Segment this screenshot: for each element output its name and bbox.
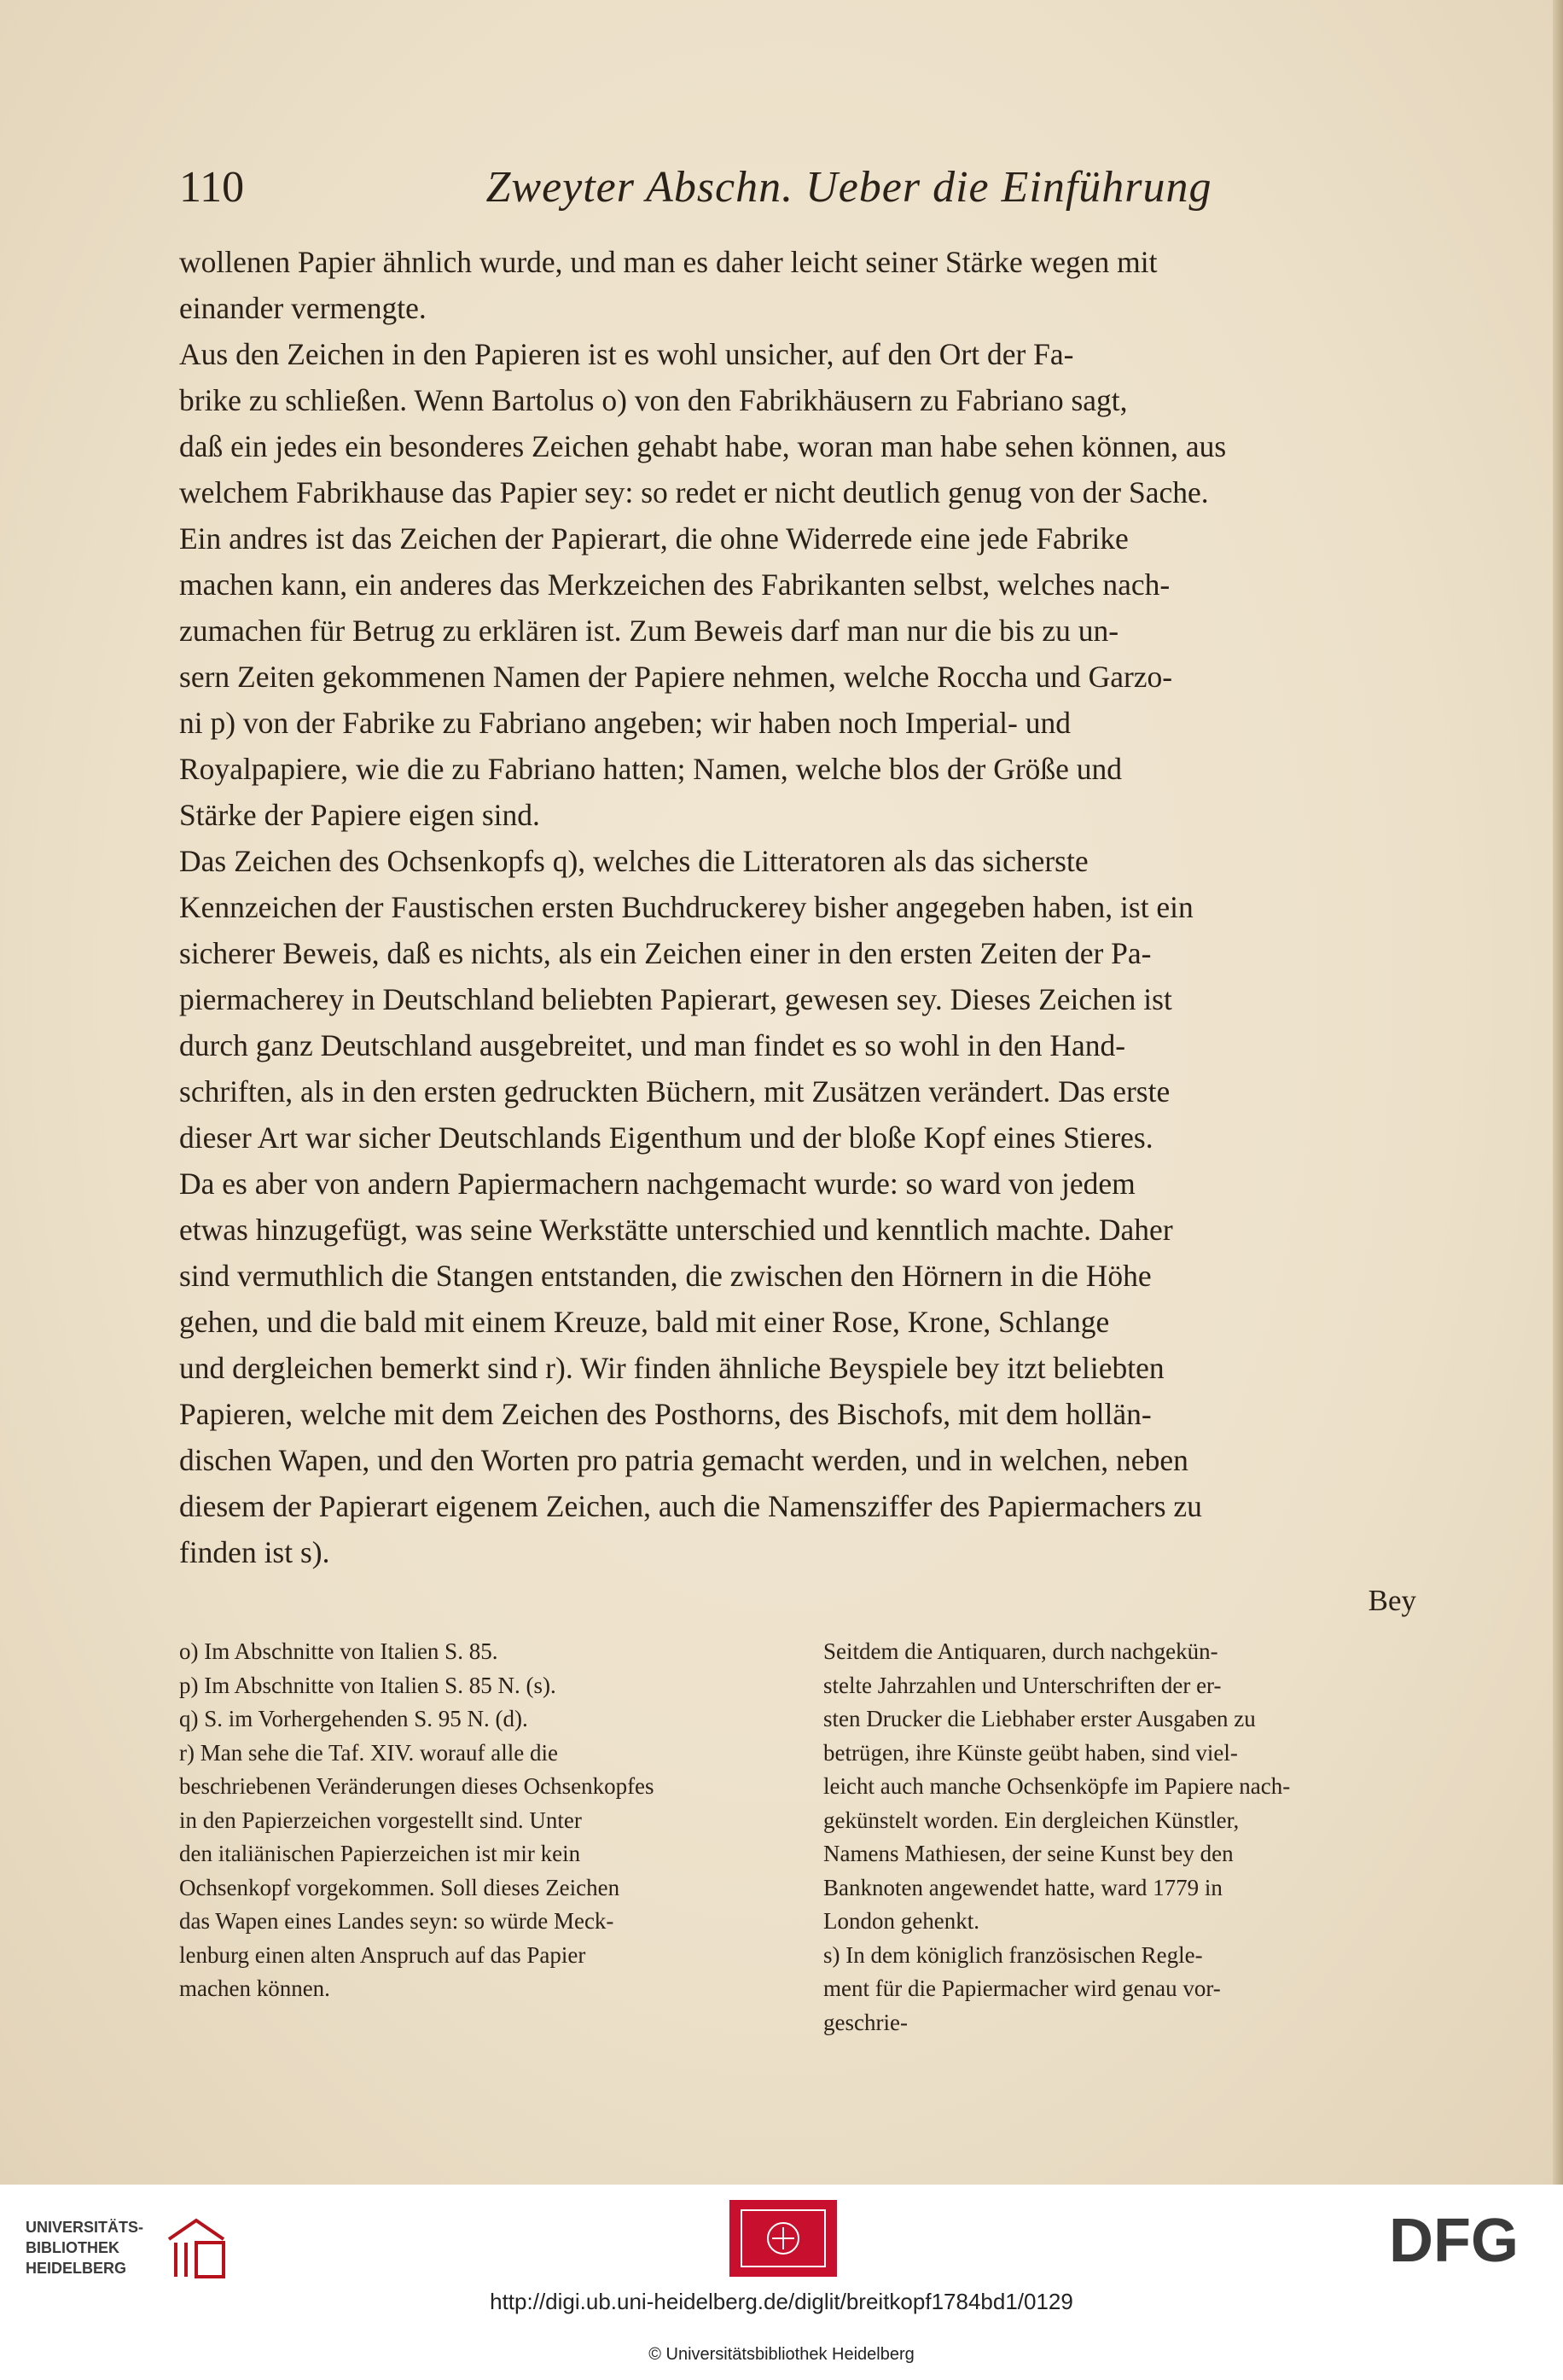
footnotes-left-column: o) Im Abschnitte von Italien S. 85. p) Im Abschnitte von Italien S. 85 N. (s). q) S. im Vorhergehenden S. 95 N. (d). r) Man sehe die Taf. XIV. worauf alle die beschriebenen Veränderungen dieses Ochsenkopfes in den Papierzeichen vorgestellt sind. Unter den italiänischen Papierzeichen ist mir kein Ochsenkopf vorgekommen. Soll dieses Zeichen das Wapen eines Landes seyn: so würde Meck- lenburg einen alten Anspruch auf das Papier machen können.	[179, 1638, 654, 2001]
dfg-logo-icon[interactable]	[1389, 2210, 1538, 2270]
library-logo-line: HEIDELBERG	[26, 2260, 127, 2277]
body-text: wollenen Papier ähnlich wurde, und man es daher leicht seiner Stärke wegen mit einander vermengte. Aus den Zeichen in den Papieren ist es wohl unsicher, auf den Ort der Fa- brike zu schließen. Wenn Bartolus o) von den Fabrikhäusern zu Fabriano sagt, daß ein jedes ein besonderes Zeichen gehabt habe, woran man habe sehen können, aus welchem Fabrikhause das Papier sey: so redet er nicht deutlich genug von der Sache. Ein andres ist das Zeichen der Papierart, die ohne Widerrede eine jede Fabrike machen kann, ein anderes das Merkzeichen des Fabrikanten selbst, welches nach- zumachen für Betrug zu erklären ist. Zum Beweis darf man nur die bis zu un- sern Zeiten gekommenen Namen der Papiere nehmen, welche Roccha und Garzo- ni p) von der Fabrike zu Fabriano angeben; wir haben noch Imperial- und Royalpapiere, wie die zu Fabriano hatten; Namen, welche blos der Größe und Stärke der Papiere eigen sind. Das Zeichen des Ochsenkopfs q), welches die Litteratoren als das sicherste Kennzeichen der Faustischen ersten Buchdruckerey bisher angegeben haben, ist ein sicherer Beweis, daß es nichts, als ein Zeichen einer in den ersten Zeiten der Pa- piermacherey in Deutschland beliebten Papierart, gewesen sey. Dieses Zeichen ist durch ganz Deutschland ausgebreitet, und man findet es so wohl in den Hand- schriften, als in den ersten gedruckten Büchern, mit Zusätzen verändert. Das erste dieser Art war sicher Deutschlands Eigenthum und der bloße Kopf eines Stieres. Da es aber von andern Papiermachern nachgemacht wurde: so ward von jedem etwas hinzugefügt, was seine Werkstätte unterschied und kenntlich machte. Daher sind vermuthlich die Stangen entstanden, die zwischen den Hörnern in die Höhe gehen, und die bald mit einem Kreuze, bald mit einer Rose, Krone, Schlange und dergleichen bemerkt sind r). Wir finden ähnliche Beyspiele bey itzt beliebten Papieren, welche mit dem Zeichen des Posthorns, des Bischofs, mit dem hollän- dischen Wapen, und den Worten pro patria gemacht werden, und in welchen, neben diesem der Papierart eigenem Zeichen, auch die Namensziffer des Papiermachers zu finden ist s).	[179, 245, 1227, 1569]
library-logo-text	[26, 2217, 145, 2278]
catchword: Bey	[1368, 1584, 1416, 1617]
page-header	[179, 162, 1416, 239]
episteme-logo-icon[interactable]	[729, 2200, 837, 2277]
page-text-block	[179, 162, 1416, 2040]
page-url-link[interactable]: http://digi.ub.uni-heidelberg.de/diglit/breitkopf1784bd1/0129	[490, 2289, 1073, 2314]
footnotes-right-column: Seitdem die Antiquaren, durch nachgekün- stelte Jahrzahlen und Unterschriften der er- sten Drucker die Liebhaber erster Ausgaben zu betrügen, ihre Künste geübt haben, sind viel- leicht auch manche Ochsenköpfe im Papiere nach- gekünstelt worden. Ein dergleichen Künstler, Namens Mathiesen, der seine Kunst bey den Banknoten angewendet hatte, ward 1779 in London gehenkt. s) In dem königlich französischen Regle- ment für die Papiermacher wird genau vor- geschrie-	[823, 1638, 1291, 2035]
page-number: 110	[179, 163, 245, 212]
library-emblem-icon	[162, 2214, 230, 2282]
dfg-logo-text: DFG	[1389, 2210, 1519, 2270]
copyright-notice: © Universitätsbibliothek Heidelberg	[648, 2345, 915, 2364]
library-logo-line: BIBLIOTHEK	[26, 2239, 119, 2256]
running-head: Zweyter Abschn. Ueber die Einführung	[485, 163, 1212, 212]
library-logo-line: UNIVERSITÄTS-	[26, 2219, 144, 2236]
university-library-logo[interactable]	[26, 2202, 230, 2338]
footnotes	[179, 1635, 1416, 2040]
